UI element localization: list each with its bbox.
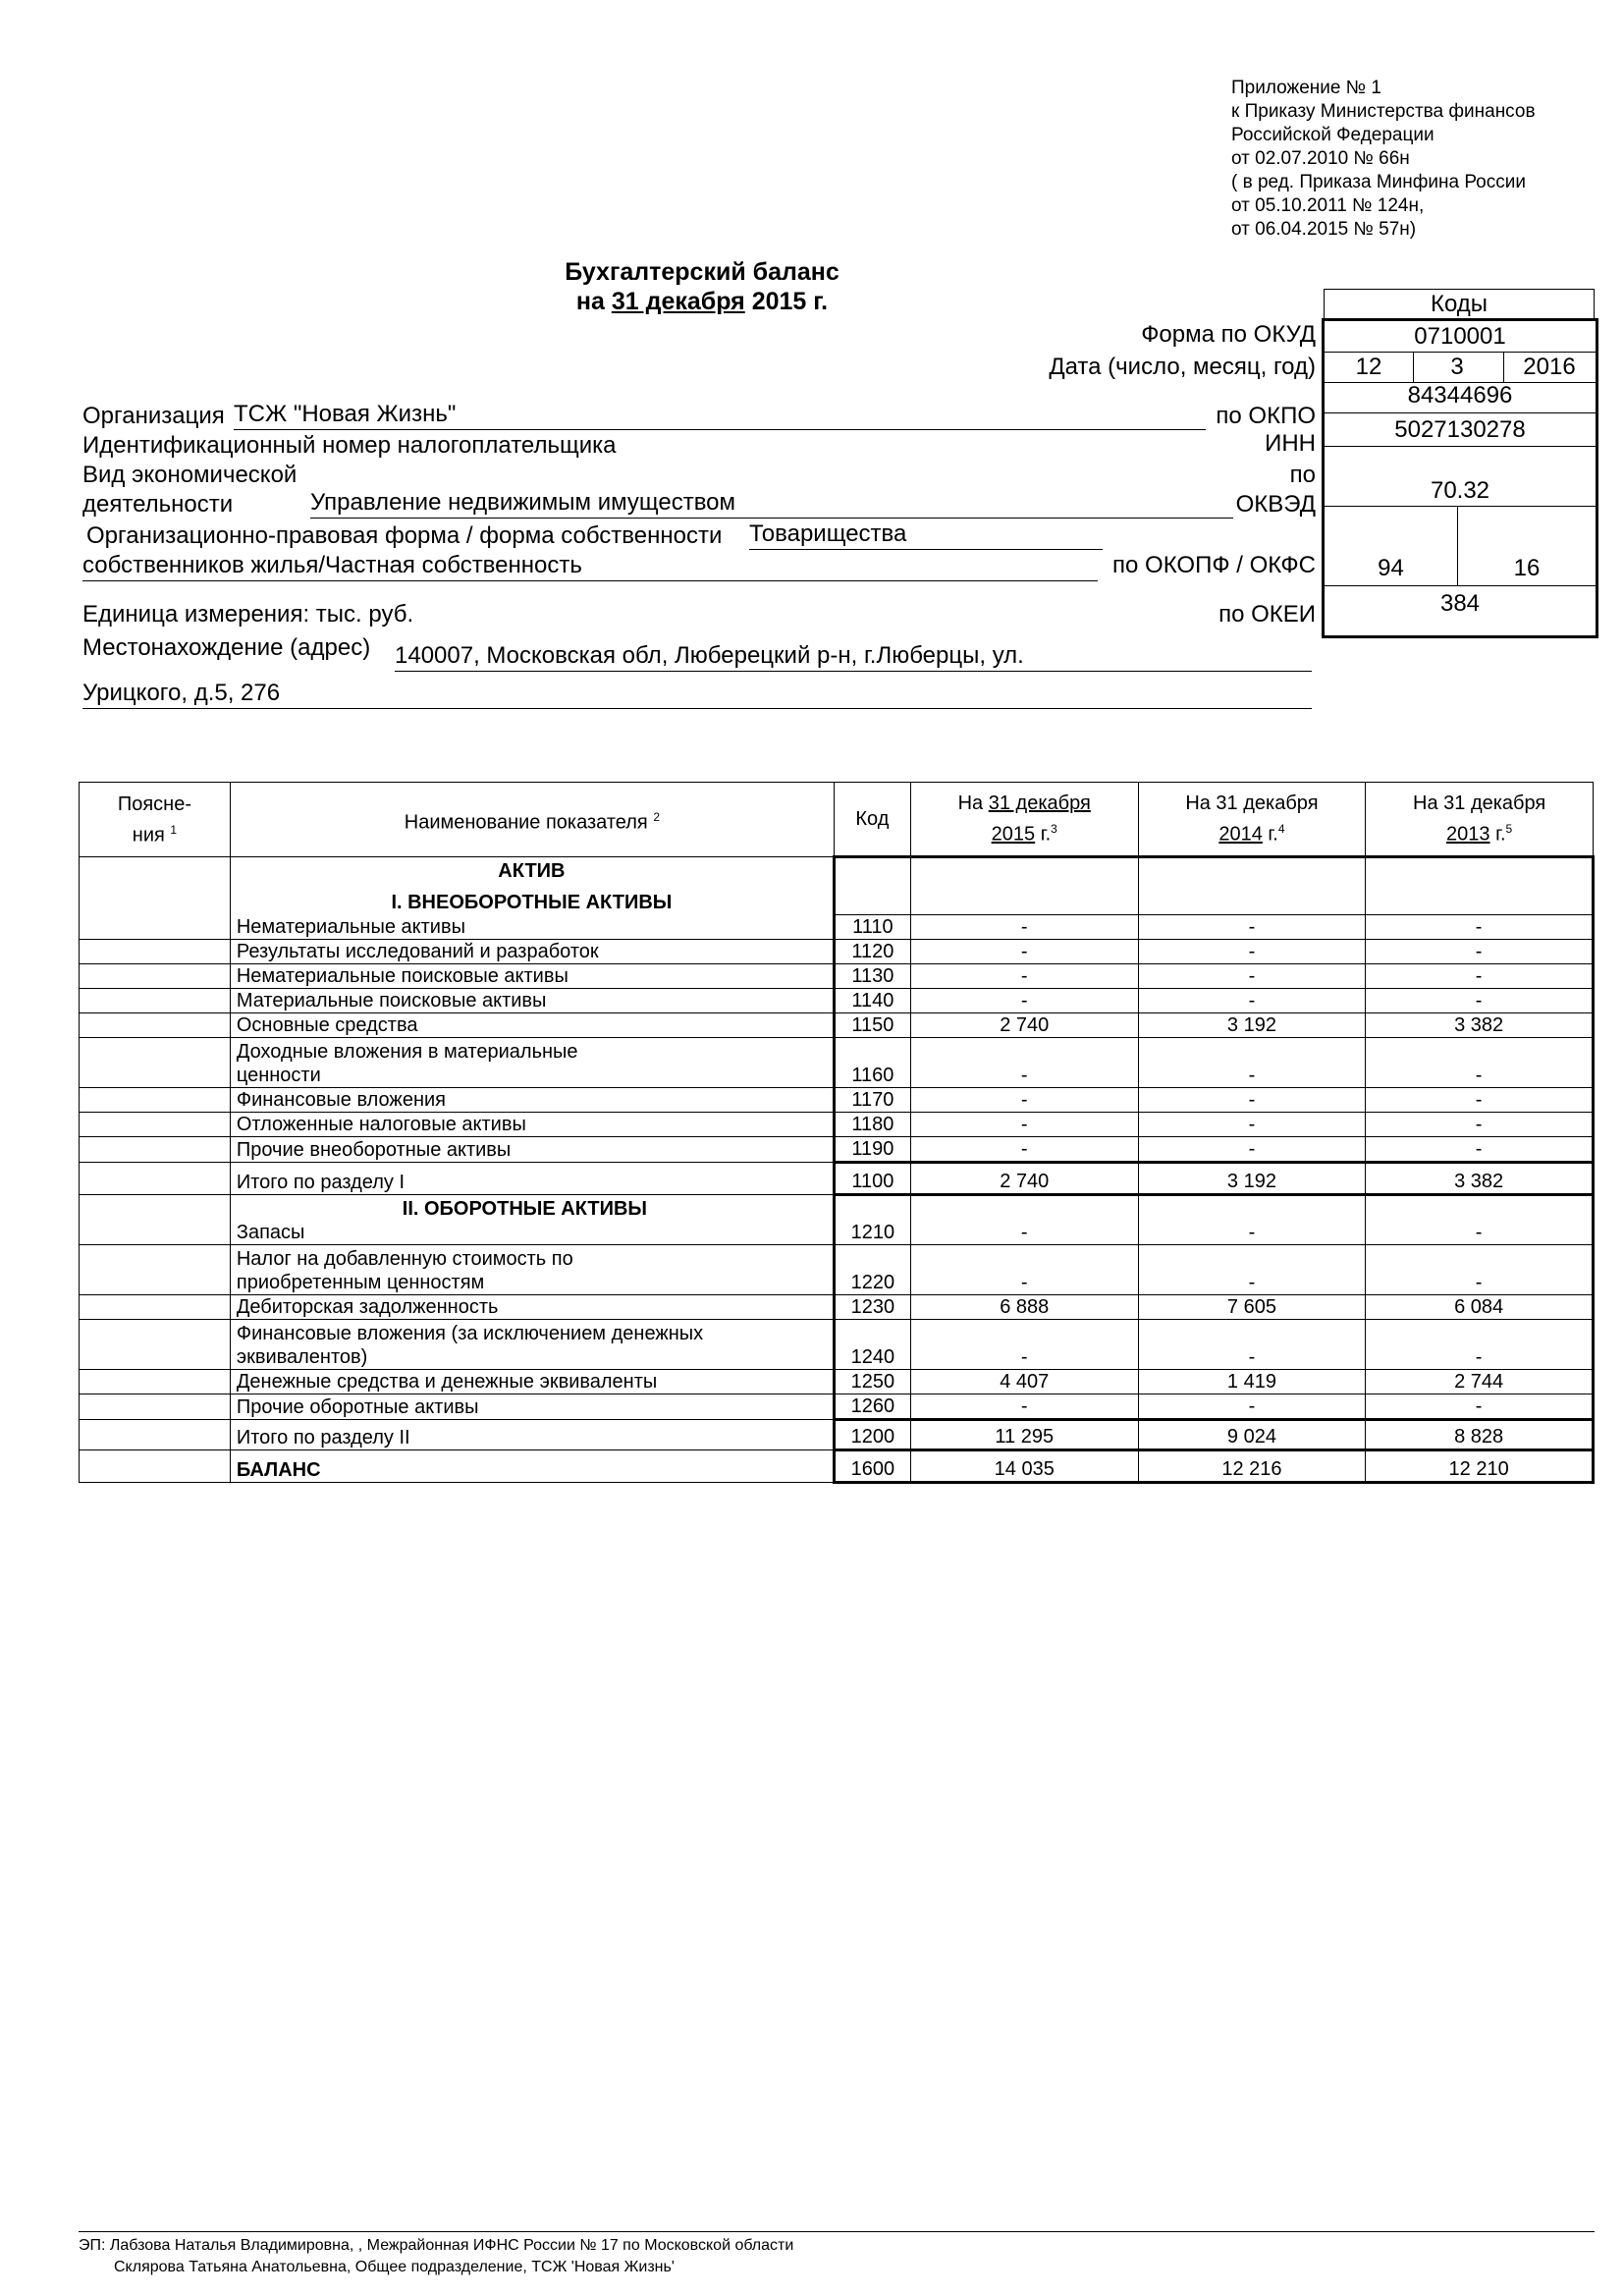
okud-label: Форма по ОКУД: [1141, 321, 1316, 348]
signature-line-2: Склярова Татьяна Анатольевна, Общее подразделение, ТСЖ 'Новая Жизнь': [114, 2259, 675, 2275]
subtotal-row: Итого по разделу II 1200 11 295 9 024 8 828: [80, 1419, 1594, 1449]
table-row: Финансовые вложения (за исключением денежных эквивалентов) 1240 - - -: [80, 1319, 1594, 1369]
document-title: [461, 257, 943, 316]
section-1-title: I. ВНЕОБОРОТНЫЕ АКТИВЫ: [230, 887, 834, 914]
legal-form-value-2: собственников жилья/Частная собственность: [82, 552, 1098, 581]
address-label: Местонахождение (адрес): [82, 634, 371, 661]
header-2015: На 31 декабря 2015 г.$^3$: [910, 783, 1138, 857]
unit-label: Единица измерения: тыс. руб.: [82, 601, 414, 628]
table-row: Финансовые вложения 1170 - - -: [80, 1087, 1594, 1112]
table-row: Отложенные налоговые активы 1180 - - -: [80, 1112, 1594, 1136]
address-line-1: 140007, Московская обл, Люберецкий р-н, г.Люберцы, ул.: [395, 642, 1312, 672]
date-day: 12: [1355, 354, 1382, 380]
header-2014: На 31 декабря 2014 г.$^4$: [1138, 783, 1366, 857]
title-line-2: [461, 287, 943, 316]
header-name: Наименование показателя $^2$: [230, 783, 834, 857]
table-row: Материальные поисковые активы 1140 - - -: [80, 988, 1594, 1012]
section-2-title: II. ОБОРОТНЫЕ АКТИВЫ: [402, 1197, 648, 1220]
appendix-line: Приложение № 1: [1231, 78, 1381, 98]
okfs-value: 16: [1513, 555, 1541, 581]
table-row: Налог на добавленную стоимость по приобретенным ценностям 1220 - - -: [80, 1244, 1594, 1294]
table-row: Доходные вложения в материальные ценности 1160 - - -: [80, 1037, 1594, 1087]
title-year: 2015 г.: [744, 288, 829, 315]
table-header-row: [80, 783, 1594, 857]
codes-box: [1322, 318, 1598, 638]
title-date: 31 декабря: [611, 288, 745, 315]
table-row: Нематериальные активы 1110 - - -: [80, 914, 1594, 939]
okopf-value: 94: [1378, 555, 1404, 581]
appendix-note: [1231, 77, 1604, 242]
legal-form-label: Организационно-правовая форма / форма собственности: [86, 522, 723, 549]
okved-label-1: по: [1289, 462, 1316, 488]
appendix-line: ( в ред. Приказа Минфина России: [1231, 172, 1526, 192]
table-row: Прочие оборотные активы 1260 - - -: [80, 1394, 1594, 1419]
okei-label: по ОКЕИ: [1218, 601, 1316, 628]
okpo-value: 84344696: [1325, 383, 1596, 413]
activity-label-2: деятельности: [82, 491, 234, 518]
activity-label-1: Вид экономической: [82, 462, 298, 488]
table-row: II. ОБОРОТНЫЕ АКТИВЫ Запасы 1210 - - -: [80, 1194, 1594, 1244]
appendix-line: Российской Федерации: [1231, 125, 1435, 145]
header-code: Код: [834, 783, 910, 857]
header-notes: Поясне- ния $^1$: [80, 783, 231, 857]
codes-header: Коды: [1324, 289, 1595, 319]
appendix-line: к Приказу Министерства финансов: [1231, 101, 1536, 122]
okved-label-2: ОКВЭД: [1235, 491, 1316, 518]
address-line-2: Урицкого, д.5, 276: [82, 680, 1312, 709]
title-line-1: Бухгалтерский баланс: [565, 258, 839, 286]
inn-code-label: ИНН: [1265, 430, 1316, 457]
signature-line-1: ЭП: Лабзова Наталья Владимировна, , Межрайонная ИФНС России № 17 по Московской области: [79, 2237, 794, 2254]
table-row: Дебиторская задолженность 1230 6 888 7 605 6 084: [80, 1294, 1594, 1319]
okopf-label: по ОКОПФ / ОКФС: [1112, 552, 1316, 578]
inn-value: 5027130278: [1325, 413, 1596, 447]
date-year: 2016: [1523, 354, 1576, 380]
date-month: 3: [1450, 354, 1464, 380]
signature-footer: [79, 2235, 793, 2278]
footer-divider: [79, 2231, 1595, 2232]
table-row: Основные средства 1150 2 740 3 192 3 382: [80, 1012, 1594, 1037]
balance-table: [79, 782, 1595, 1484]
table-row: Денежные средства и денежные эквиваленты 1250 4 407 1 419 2 744: [80, 1369, 1594, 1394]
okei-value: 384: [1439, 590, 1481, 617]
inn-label: Идентификационный номер налогоплательщика: [82, 432, 617, 459]
org-label: Организация: [82, 403, 225, 429]
okpo-label: по ОКПО: [1216, 403, 1316, 429]
table-row: Результаты исследований и разработок 1120 - - -: [80, 939, 1594, 963]
section-row: [80, 857, 1594, 888]
appendix-line: от 02.07.2010 № 66н: [1231, 148, 1410, 169]
activity-value: Управление недвижимым имуществом: [310, 489, 1233, 519]
okopf-okfs-cells: [1325, 507, 1596, 586]
header-2013: На 31 декабря 2013 г.$^5$: [1366, 783, 1594, 857]
table-row: Нематериальные поисковые активы 1130 - - -: [80, 963, 1594, 988]
section-aktiv: АКТИВ: [230, 857, 834, 888]
subtotal-row: Итого по разделу I 1100 2 740 3 192 3 382: [80, 1162, 1594, 1194]
legal-form-value-1: Товарищества: [749, 520, 1103, 550]
date-cells: [1325, 353, 1596, 383]
title-prefix: на: [575, 288, 612, 315]
table-row: Прочие внеоборотные активы 1190 - - -: [80, 1136, 1594, 1162]
okud-value: 0710001: [1325, 321, 1596, 353]
org-value: ТСЖ "Новая Жизнь": [234, 401, 1206, 430]
appendix-line: от 05.10.2011 № 124н,: [1231, 195, 1425, 216]
appendix-line: от 06.04.2015 № 57н): [1231, 219, 1417, 240]
date-label: Дата (число, месяц, год): [1049, 354, 1316, 380]
okved-value: 70.32: [1325, 447, 1596, 507]
balance-row: БАЛАНС 1600 14 035 12 216 12 210: [80, 1449, 1594, 1482]
